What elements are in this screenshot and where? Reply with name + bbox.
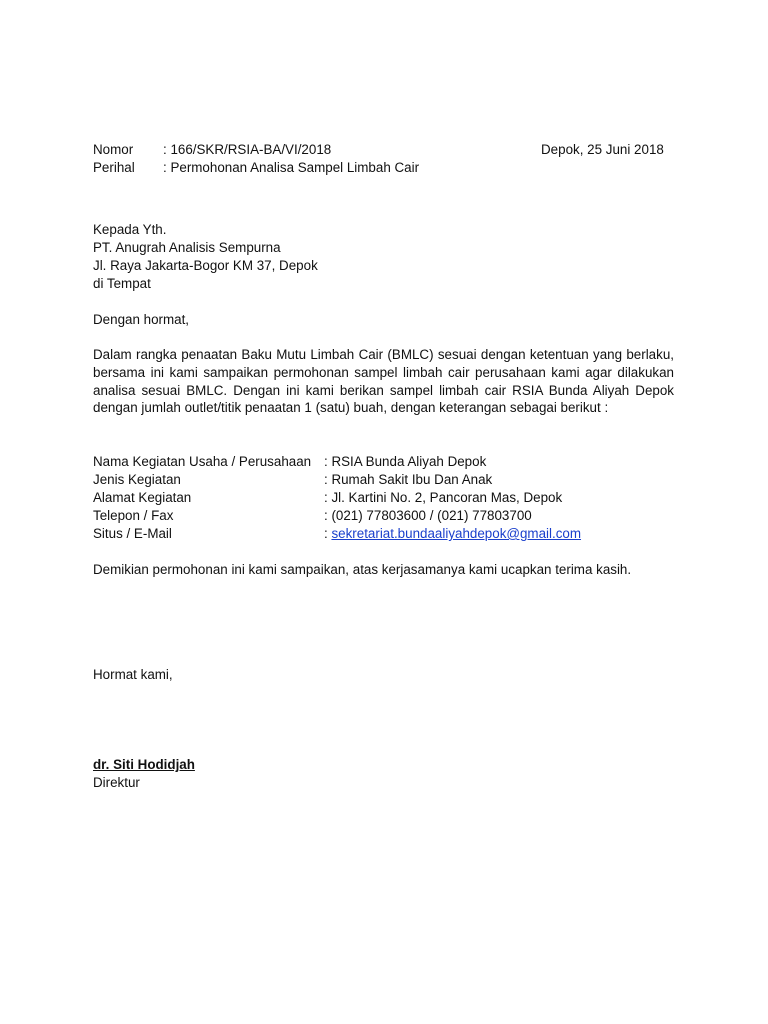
closing-sentence: Demikian permohonan ini kami sampaikan, atas kerjasamanya kami ucapkan terima kasih. — [93, 562, 632, 577]
greeting: Dengan hormat, — [93, 312, 190, 327]
detail-label: Nama Kegiatan Usaha / Perusahaan — [93, 454, 312, 469]
detail-value: : RSIA Bunda Aliyah Depok — [324, 454, 487, 469]
perihal-value: : Permohonan Analisa Sampel Limbah Cair — [163, 160, 420, 175]
detail-label: Jenis Kegiatan — [93, 472, 181, 487]
detail-label: Alamat Kegiatan — [93, 490, 192, 505]
detail-row — [93, 507, 532, 525]
nomor-label: Nomor — [93, 142, 134, 157]
detail-label: Telepon / Fax — [93, 508, 174, 523]
regards: Hormat kami, — [93, 667, 173, 682]
recipient-line: PT. Anugrah Analisis Sempurna — [93, 240, 281, 255]
recipient-line: di Tempat — [93, 276, 151, 291]
detail-row — [93, 471, 492, 489]
detail-row — [93, 489, 562, 507]
email-link[interactable]: sekretariat.bundaaliyahdepok@gmail.com — [331, 526, 582, 541]
nomor-value: : 166/SKR/RSIA-BA/VI/2018 — [163, 142, 332, 157]
email-prefix: : — [324, 526, 332, 541]
body-paragraph: Dalam rangka penaatan Baku Mutu Limbah Cair (BMLC) sesuai dengan ketentuan yang berlaku, bersama ini kami sampaikan permohonan sampel limbah cair perusahaan kami agar dilakukan analisa sesuai BMLC. Dengan ini kami berikan sampel limbah cair RSIA Bunda Aliyah Depok dengan jumlah outlet/titik penaatan 1 (satu) buah, dengan keterangan sebagai berikut : — [93, 347, 674, 416]
recipient-line: Jl. Raya Jakarta-Bogor KM 37, Depok — [93, 258, 318, 273]
recipient-line: Kepada Yth. — [93, 222, 167, 237]
signatory-title: Direktur — [93, 775, 140, 790]
detail-value: : Jl. Kartini No. 2, Pancoran Mas, Depok — [324, 490, 563, 505]
signatory-name: dr. Siti Hodidjah — [93, 757, 195, 772]
perihal-line — [93, 159, 419, 177]
detail-value: : Rumah Sakit Ibu Dan Anak — [324, 472, 493, 487]
detail-value: : (021) 77803600 / (021) 77803700 — [324, 508, 532, 523]
detail-row — [93, 453, 486, 471]
nomor-line — [93, 141, 331, 159]
detail-label: Situs / E-Mail — [93, 526, 172, 541]
perihal-label: Perihal — [93, 160, 135, 175]
detail-row — [93, 525, 581, 543]
letter-date: Depok, 25 Juni 2018 — [541, 142, 664, 157]
